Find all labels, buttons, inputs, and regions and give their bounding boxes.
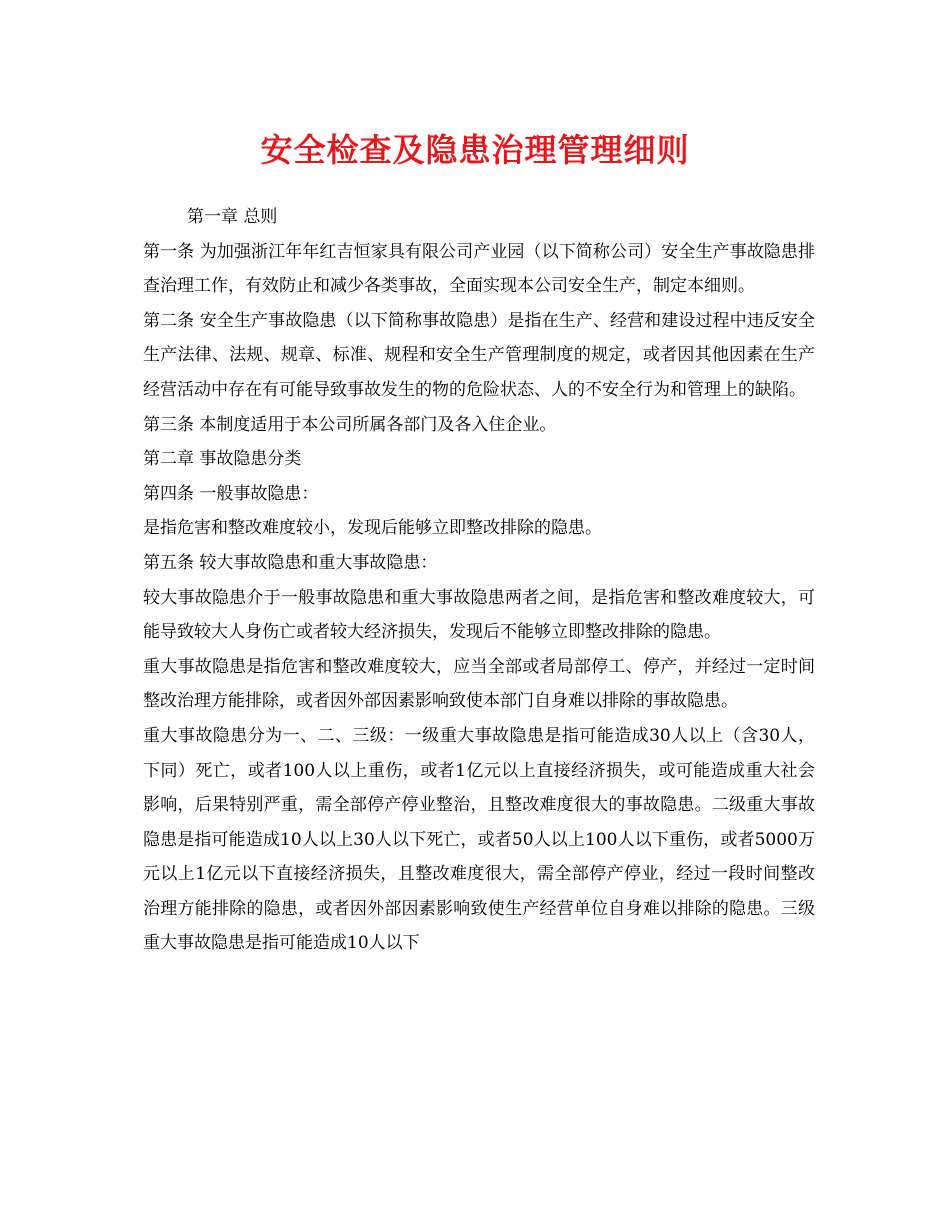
chapter-heading: 第二章 事故隐患分类: [143, 449, 302, 470]
document-body: [143, 200, 815, 961]
chapter-heading: 第一章 总则: [187, 207, 278, 227]
article-paragraph: 第二条 安全生产事故隐患（以下简称事故隐患）是指在生产、经营和建设过程中违反安全生产法律、法规、规章、标准、规程和安全生产管理制度的规定，或者因其他因素在生产经营活动中存在有可能导致事故发生的物的危险状态、人的不安全行为和管理上的缺陷。: [143, 310, 815, 400]
article-paragraph: 较大事故隐患介于一般事故隐患和重大事故隐患两者之间，是指危害和整改难度较大，可能导致较大人身伤亡或者较大经济损失，发现后不能够立即整改排除的隐患。: [143, 587, 815, 643]
article-paragraph: 第四条 一般事故隐患：: [143, 483, 319, 504]
article-paragraph: 第五条 较大事故隐患和重大事故隐患：: [143, 552, 438, 573]
article-paragraph: 第一条 为加强浙江年年红吉恒家具有限公司产业园（以下简称公司）安全生产事故隐患排查治理工作，有效防止和减少各类事故，全面实现本公司安全生产，制定本细则。: [143, 241, 815, 297]
article-paragraph: 重大事故隐患分为一、二、三级：一级重大事故隐患是指可能造成30人以上（含30人，下同）死亡，或者100人以上重伤，或者1亿元以上直接经济损失，或可能造成重大社会影响，后果特别严重，需全部停产停业整治，且整改难度很大的事故隐患。二级重大事故隐患是指可能造成10人以上30人以下死亡，或者50人以上100人以下重伤，或者5000万元以上1亿元以下直接经济损失，且整改难度很大，需全部停产停业，经过一段时间整改治理方能排除的隐患，或者因外部因素影响致使生产经营单位自身难以排除的隐患。三级重大事故隐患是指可能造成10人以下: [143, 725, 815, 954]
article-paragraph: 重大事故隐患是指危害和整改难度较大，应当全部或者局部停工、停产，并经过一定时间整改治理方能排除，或者因外部因素影响致使本部门自身难以排除的事故隐患。: [143, 656, 815, 712]
article-paragraph: 第三条 本制度适用于本公司所属各部门及各入住企业。: [143, 414, 557, 435]
document-title: 安全检查及隐患治理管理细则: [260, 131, 690, 169]
article-paragraph: 是指危害和整改难度较小，发现后能够立即整改排除的隐患。: [143, 518, 602, 539]
